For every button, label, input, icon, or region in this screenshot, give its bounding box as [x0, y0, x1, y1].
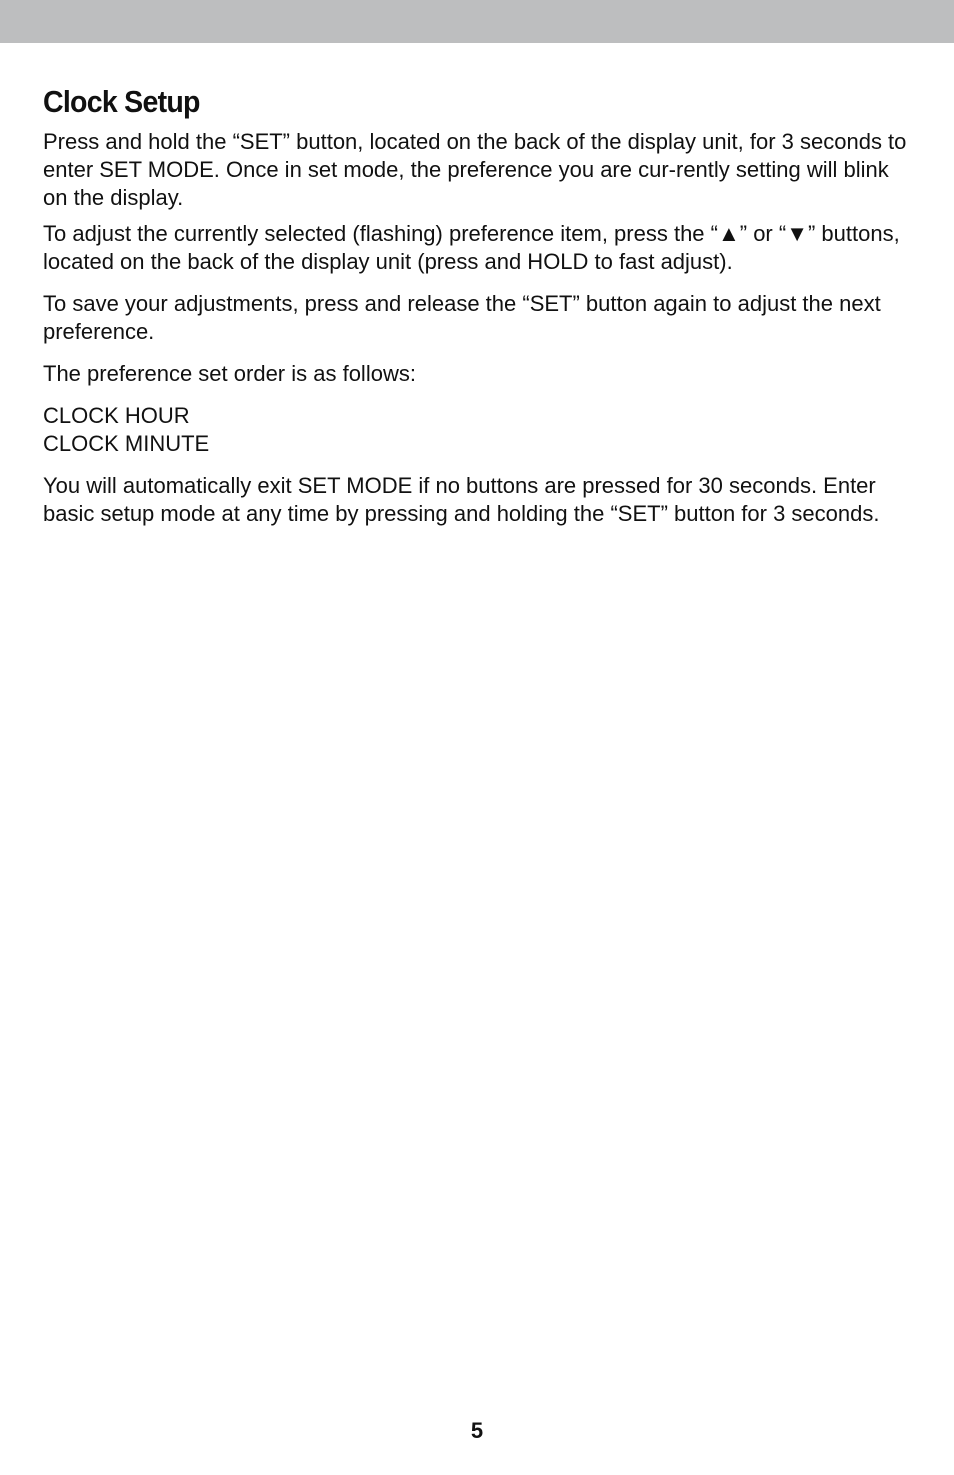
instruction-paragraph-adjust: To adjust the currently selected (flashing) preference item, press the “▲” or “▼” buttons, located on the back of the display unit (press and HOLD to fast adjust). [43, 221, 900, 274]
list-item: CLOCK MINUTE [43, 431, 210, 456]
preference-order-list [43, 402, 915, 458]
instruction-paragraph-enter-set-mode: Press and hold the “SET” button, located on the back of the display unit, for 3 seconds to enter SET MODE. Once in set mode, the preference you are cur-rently setting will blink on the display. [43, 129, 907, 210]
instruction-paragraph-exit: You will automatically exit SET MODE if no buttons are pressed for 30 seconds. Enter basic setup mode at any time by pressing and holding the “SET” button for 3 seconds. [43, 473, 880, 526]
instruction-paragraph-save: To save your adjustments, press and release the “SET” button again to adjust the next preference. [43, 291, 881, 344]
section-title: Clock Setup [43, 84, 200, 119]
page-number: 5 [470, 1418, 484, 1443]
list-item: CLOCK HOUR [43, 403, 190, 428]
page-content [43, 82, 915, 528]
header-bar [0, 0, 954, 43]
instruction-paragraph-order-intro: The preference set order is as follows: [43, 361, 416, 386]
